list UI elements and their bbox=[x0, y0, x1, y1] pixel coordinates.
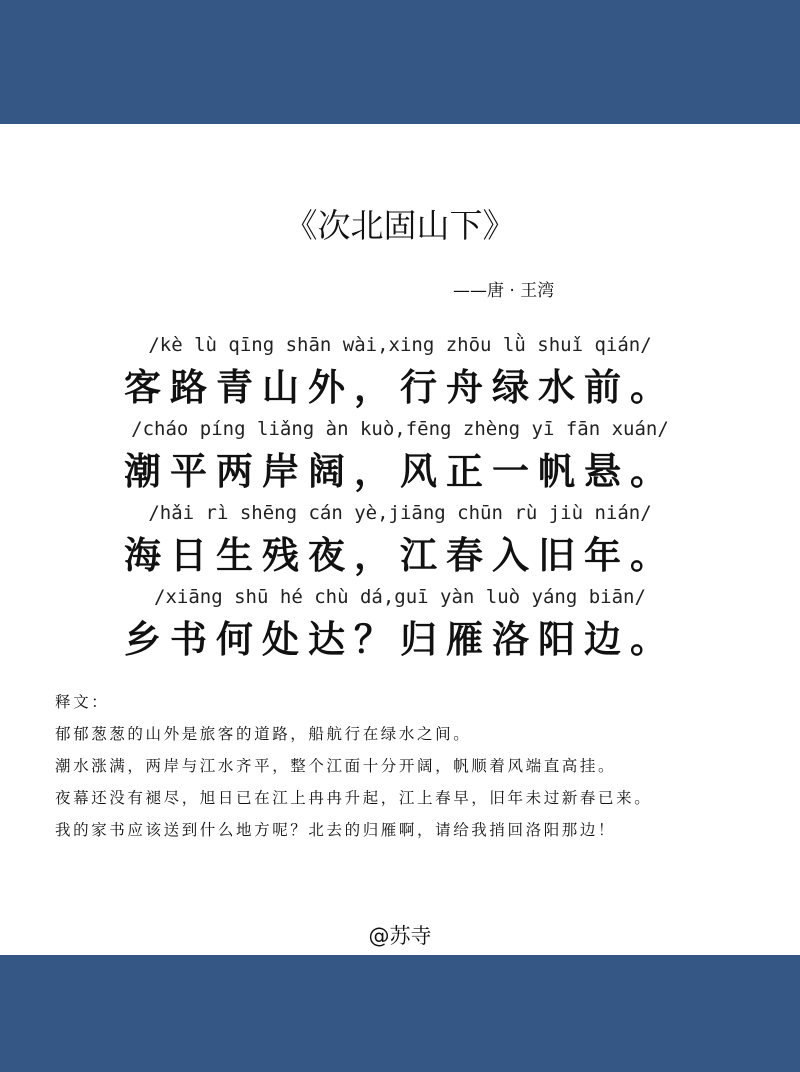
poem-couplet bbox=[0, 410, 800, 494]
pinyin-line: /kè lù qīng shān wài,xing zhōu lǜ shuǐ qián/ bbox=[148, 334, 652, 356]
explanation-line: 我的家书应该送到什么地方呢？北去的归雁啊，请给我捎回洛阳那边！ bbox=[55, 821, 617, 839]
verse-line: 客路青山外，行舟绿水前。 bbox=[124, 365, 676, 409]
explanation-label: 释文： bbox=[55, 693, 110, 711]
pinyin-line: /cháo píng liǎng àn kuò,fēng zhèng yī fān xuán/ bbox=[131, 418, 669, 440]
signature: @苏寺 bbox=[368, 924, 432, 948]
poem-title: 《次北固山下》 bbox=[284, 206, 516, 245]
verse-line: 乡书何处达？归雁洛阳边。 bbox=[124, 617, 676, 661]
pinyin-line: /hǎi rì shēng cán yè,jiāng chūn rù jiù nián/ bbox=[148, 502, 652, 524]
explanation-line: 夜幕还没有褪尽，旭日已在江上冉冉升起，江上春早，旧年未过新春已来。 bbox=[55, 789, 653, 807]
poem-couplet bbox=[0, 494, 800, 578]
poem-couplet bbox=[0, 326, 800, 410]
verse-line: 潮平两岸阔，风正一帆悬。 bbox=[124, 449, 676, 493]
verse-line: 海日生残夜，江春入旧年。 bbox=[124, 533, 676, 577]
explanation-line: 郁郁葱葱的山外是旅客的道路，船航行在绿水之间。 bbox=[55, 725, 472, 743]
poem-author: ——唐 · 王湾 bbox=[453, 281, 555, 301]
top-banner bbox=[0, 0, 800, 124]
pinyin-line: /xiāng shū hé chù dá,guī yàn luò yáng biān/ bbox=[154, 586, 646, 608]
bottom-banner bbox=[0, 955, 800, 1072]
explanation-line: 潮水涨满，两岸与江水齐平，整个江面十分开阔，帆顺着风端直高挂。 bbox=[55, 757, 617, 775]
poem-couplet bbox=[0, 578, 800, 662]
explanation bbox=[55, 686, 652, 846]
